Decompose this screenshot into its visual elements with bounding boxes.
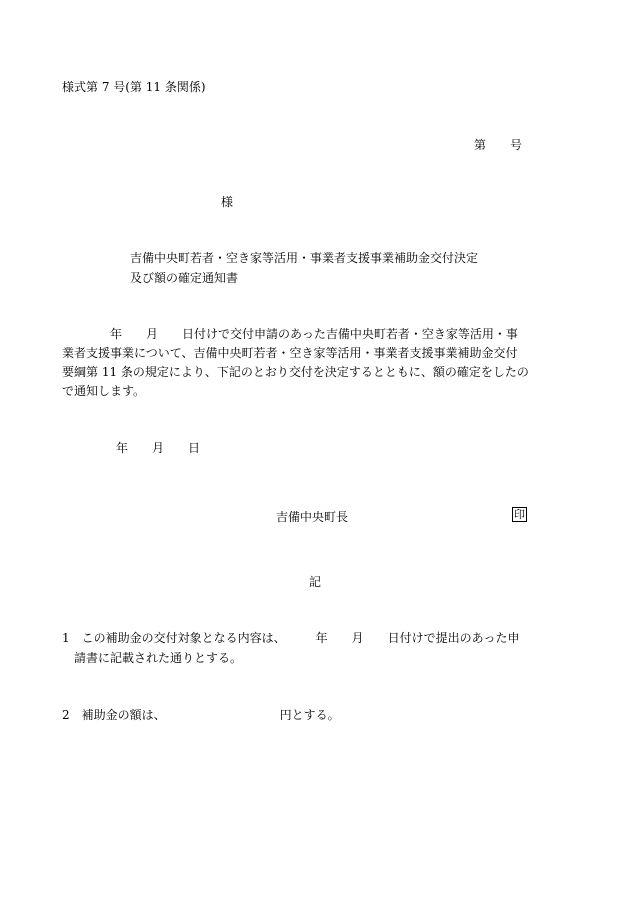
body-line-2: 業者支援事業について、吉備中央町若者・空き家等活用・事業者支援事業補助金交付 [62,346,518,360]
document-title-line-2: 及び額の確定通知書 [130,271,239,285]
ki-heading: 記 [309,575,322,589]
item-1-line-2: 請書に記載された通りとする。 [74,651,243,665]
item-2: 2 補助金の額は、 円とする。 [62,708,340,722]
recipient-suffix: 様 [221,195,234,209]
issuer-mayor: 吉備中央町長 [276,510,349,524]
body-line-4: で通知します。 [62,384,146,398]
document-title-line-1: 吉備中央町若者・空き家等活用・事業者支援事業補助金交付決定 [130,251,479,265]
item-1-line-1: 1 この補助金の交付対象となる内容は、 年 月 日付けで提出のあった申 [62,631,520,645]
seal-stamp: 印 [514,508,525,521]
form-label: 様式第 7 号(第 11 条関係) [62,80,206,94]
body-line-1: 年 月 日付けで交付申請のあった吉備中央町若者・空き家等活用・事 [62,327,518,341]
issue-date: 年 月 日 [116,441,201,455]
document-number: 第 号 [474,138,523,152]
body-line-3: 要綱第 11 条の規定により、下記のとおり交付を決定するとともに、額の確定をしたの [62,365,529,379]
